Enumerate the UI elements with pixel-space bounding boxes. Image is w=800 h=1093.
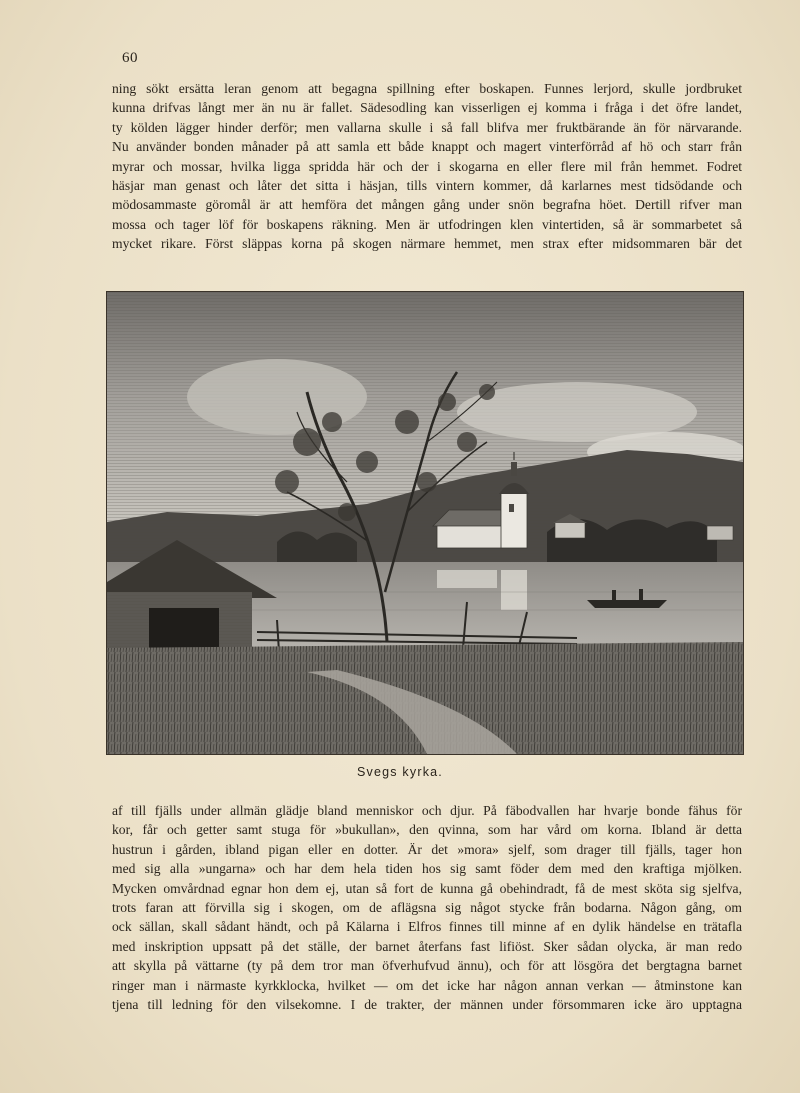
body-text-top [112,79,742,254]
text-line: af till fjälls under allmän glädje bland menniskor och djur. På fäbodvallen har hvarje bonde fähus för [112,803,742,818]
figure-caption: Svegs kyrka. [357,765,443,779]
text-line: mossa och tager löf för boskapens räkning. Men är utfodringen klen vintertiden, så är sommarbetet så [112,216,742,232]
text-line: ning sökt ersätta leran genom att begagna spillning efter boskapen. Funnes lerjord, skulle jordbruket [112,81,742,96]
text-line: ock sällan, skall sådant händt, och på Kälarna i Elfros finnes till minne af en dylik händelse en trätafla [112,919,742,935]
text-line: kunna drifvas långt mer än nu är fallet. Sädesodling kan visserligen ej komma i fråga i det öfre landet, [112,100,742,116]
text-line: hustrun i gården, ibland pigan eller en dotter. Är det »mora» sjelf, som drager till fjälls, tager hon [112,841,742,857]
text-line: tjena till ledning för den vilsekomne. I de trakter, der männen under försommaren icke äro upptagna [112,996,742,1012]
text-line: kor, får och getter samt stuga för »bukullan», den qvinna, som har vård om korna. Ibland är detta [112,822,742,838]
text-line: med sig alla »ungarna» och har dem hela tiden hos sig samt föder dem med den kraftiga mjölken. [112,861,742,877]
text-line: att skylla på vättarne (ty på dem tror man öfverhufvud ännu), och för att lösgöra det bergtagna barnet [112,958,742,974]
text-line: ty kölden lägger hinder derför; men vallarna skulle i så fall blifva mer fruktbärande än för närvarande. [112,119,742,135]
text-line: trots faran att förvilla sig i skogen, om de aflägsna sig något stycke från bodarna. Någon gång, om [112,899,742,915]
engraving-illustration [106,291,744,755]
text-line: med inskription uppsatt på det ställe, der barnet återfans fast lifiöst. Sker sådan olycka, är man redo [112,938,742,954]
text-line: mödosammaste göromål är att hemföra det mången gång under snön begrafna höet. Dertill rifver man [112,197,742,213]
text-line: häsjar man genast och låter det sitta i häsjan, tills vintern kommer, då karlarnes mest tidsödande och [112,177,742,193]
text-line: ringer man i närmaste kyrkklocka, hvilket — om det icke har någon annan verkan — åtminstone kan [112,977,742,993]
text-line: mycket rikare. Först släppas korna på skogen närmare hemmet, men strax efter midsommaren bär det [112,236,742,252]
page-number: 60 [122,50,138,66]
text-line: Mycken omvårdnad egnar hon dem ej, utan så fort de kunna gå obehindradt, få de mest sköta sig sjelfva, [112,880,742,896]
text-line: myrar och mossar, hvilka ligga spridda här och der i skogarna en eller flere mil från hemmet. Fodret [112,158,742,174]
body-text-bottom [112,801,742,1014]
text-line: Nu använder bonden månader på att samla ett både knappt och magert vinterförråd af hö och starr från [112,139,742,155]
